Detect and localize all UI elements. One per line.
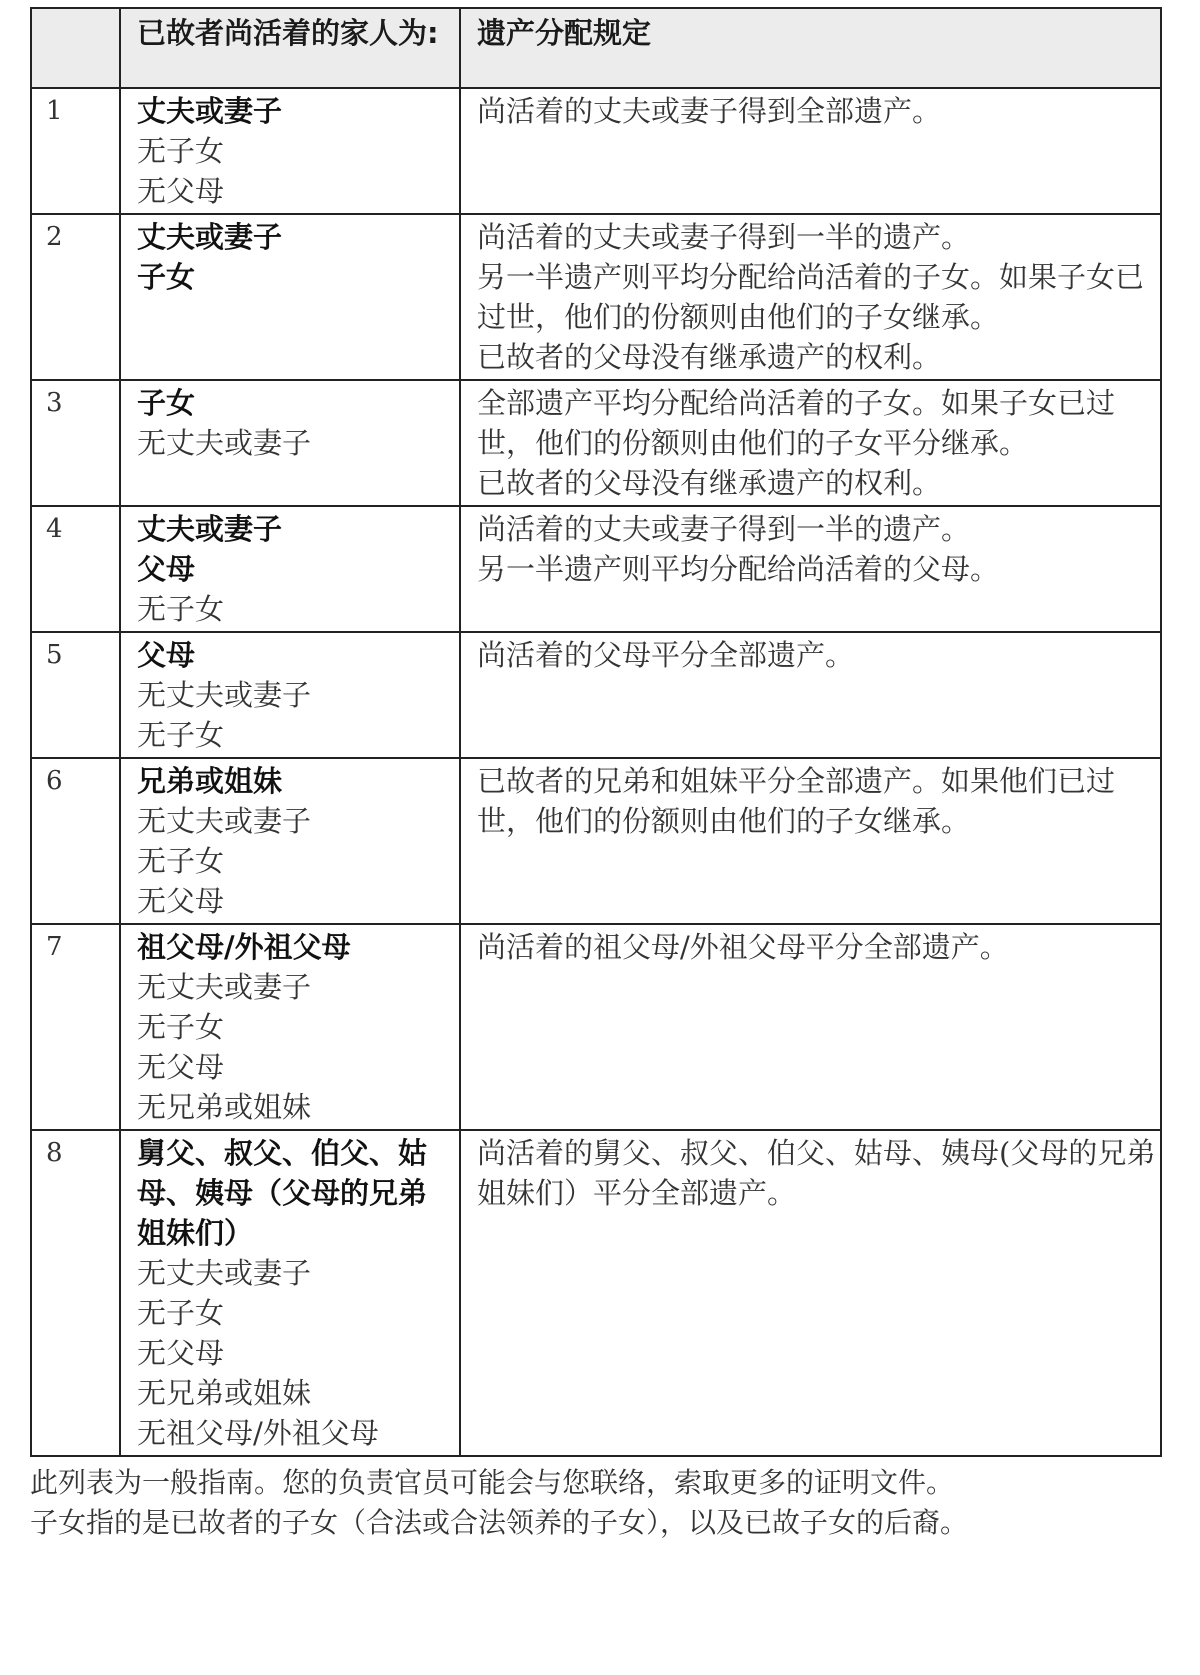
table-row	[31, 924, 1161, 1130]
footnote-general-guide: 此列表为一般指南。您的负责官员可能会与您联络，索取更多的证明文件。	[30, 1466, 955, 1499]
rule-cell	[460, 632, 1161, 758]
absent-relative: 无丈夫或妻子	[137, 426, 312, 460]
surviving-relative: 子女	[137, 260, 196, 294]
rule-cell	[460, 88, 1161, 214]
table-body	[31, 88, 1161, 1456]
rule-cell	[460, 924, 1161, 1130]
rule-text: 已故者的兄弟和姐妹平分全部遗产。如果他们已过世，他们的份额则由他们的子女继承。	[477, 764, 1116, 838]
rule-cell	[460, 214, 1161, 380]
absent-relative: 无子女	[137, 1010, 225, 1044]
rule-text: 尚活着的父母平分全部遗产。	[477, 638, 855, 672]
row-number: 1	[31, 88, 120, 214]
document-page	[30, 7, 1160, 1543]
rule-text: 已故者的父母没有继承遗产的权利。	[477, 466, 942, 500]
surviving-relative: 父母	[137, 552, 196, 586]
surviving-relative: 兄弟或姐妹	[137, 764, 283, 798]
relatives-cell	[120, 88, 460, 214]
rule-text: 尚活着的祖父母/外祖父母平分全部遗产。	[477, 930, 1009, 964]
absent-relative: 无丈夫或妻子	[137, 804, 312, 838]
footnotes	[30, 1463, 1160, 1543]
surviving-relative: 子女	[137, 386, 196, 420]
absent-relative: 无兄弟或姐妹	[137, 1376, 312, 1410]
rule-text: 另一半遗产则平均分配给尚活着的子女。如果子女已过世，他们的份额则由他们的子女继承。	[477, 260, 1145, 334]
row-number: 3	[31, 380, 120, 506]
rule-cell	[460, 1130, 1161, 1456]
row-number: 6	[31, 758, 120, 924]
table-row	[31, 632, 1161, 758]
absent-relative: 无父母	[137, 1050, 225, 1084]
absent-relative: 无丈夫或妻子	[137, 1256, 312, 1290]
absent-relative: 无父母	[137, 884, 225, 918]
relatives-cell	[120, 380, 460, 506]
surviving-relative: 丈夫或妻子	[137, 220, 283, 254]
inheritance-table	[30, 7, 1162, 1457]
absent-relative: 无丈夫或妻子	[137, 678, 312, 712]
table-row	[31, 214, 1161, 380]
absent-relative: 无祖父母/外祖父母	[137, 1416, 379, 1450]
rule-text: 尚活着的丈夫或妻子得到一半的遗产。	[477, 512, 971, 546]
row-number: 4	[31, 506, 120, 632]
relatives-cell	[120, 758, 460, 924]
relatives-cell	[120, 924, 460, 1130]
header-number	[31, 8, 120, 88]
table-header-row	[31, 8, 1161, 88]
relatives-cell	[120, 506, 460, 632]
footnote-children-definition: 子女指的是已故者的子女（合法或合法领养的子女），以及已故子女的后裔。	[30, 1506, 969, 1539]
absent-relative: 无子女	[137, 134, 225, 168]
surviving-relative: 祖父母/外祖父母	[137, 930, 351, 964]
absent-relative: 无父母	[137, 1336, 225, 1370]
header-rule: 遗产分配规定	[460, 8, 1161, 88]
row-number: 7	[31, 924, 120, 1130]
absent-relative: 无子女	[137, 844, 225, 878]
header-relatives: 已故者尚活着的家人为:	[120, 8, 460, 88]
row-number: 5	[31, 632, 120, 758]
rule-cell	[460, 758, 1161, 924]
surviving-relative: 丈夫或妻子	[137, 94, 283, 128]
absent-relative: 无父母	[137, 174, 225, 208]
surviving-relative: 丈夫或妻子	[137, 512, 283, 546]
relatives-cell	[120, 214, 460, 380]
absent-relative: 无子女	[137, 592, 225, 626]
absent-relative: 无子女	[137, 718, 225, 752]
table-row	[31, 758, 1161, 924]
absent-relative: 无子女	[137, 1296, 225, 1330]
relatives-cell	[120, 1130, 460, 1456]
rule-text: 另一半遗产则平均分配给尚活着的父母。	[477, 552, 1000, 586]
rule-text: 尚活着的舅父、叔父、伯父、姑母、姨母(父母的兄弟姐妹们）平分全部遗产。	[477, 1136, 1156, 1210]
rule-text: 全部遗产平均分配给尚活着的子女。如果子女已过世，他们的份额则由他们的子女平分继承。	[477, 386, 1116, 460]
rule-text: 已故者的父母没有继承遗产的权利。	[477, 340, 942, 374]
row-number: 2	[31, 214, 120, 380]
row-number: 8	[31, 1130, 120, 1456]
rule-text: 尚活着的丈夫或妻子得到一半的遗产。	[477, 220, 971, 254]
table-row	[31, 380, 1161, 506]
relatives-cell	[120, 632, 460, 758]
rule-cell	[460, 380, 1161, 506]
rule-cell	[460, 506, 1161, 632]
rule-text: 尚活着的丈夫或妻子得到全部遗产。	[477, 94, 942, 128]
table-row	[31, 506, 1161, 632]
table-row	[31, 88, 1161, 214]
absent-relative: 无丈夫或妻子	[137, 970, 312, 1004]
absent-relative: 无兄弟或姐妹	[137, 1090, 312, 1124]
table-row	[31, 1130, 1161, 1456]
surviving-relative: 父母	[137, 638, 196, 672]
surviving-relative: 舅父、叔父、伯父、姑母、姨母（父母的兄弟姐妹们）	[137, 1136, 428, 1250]
